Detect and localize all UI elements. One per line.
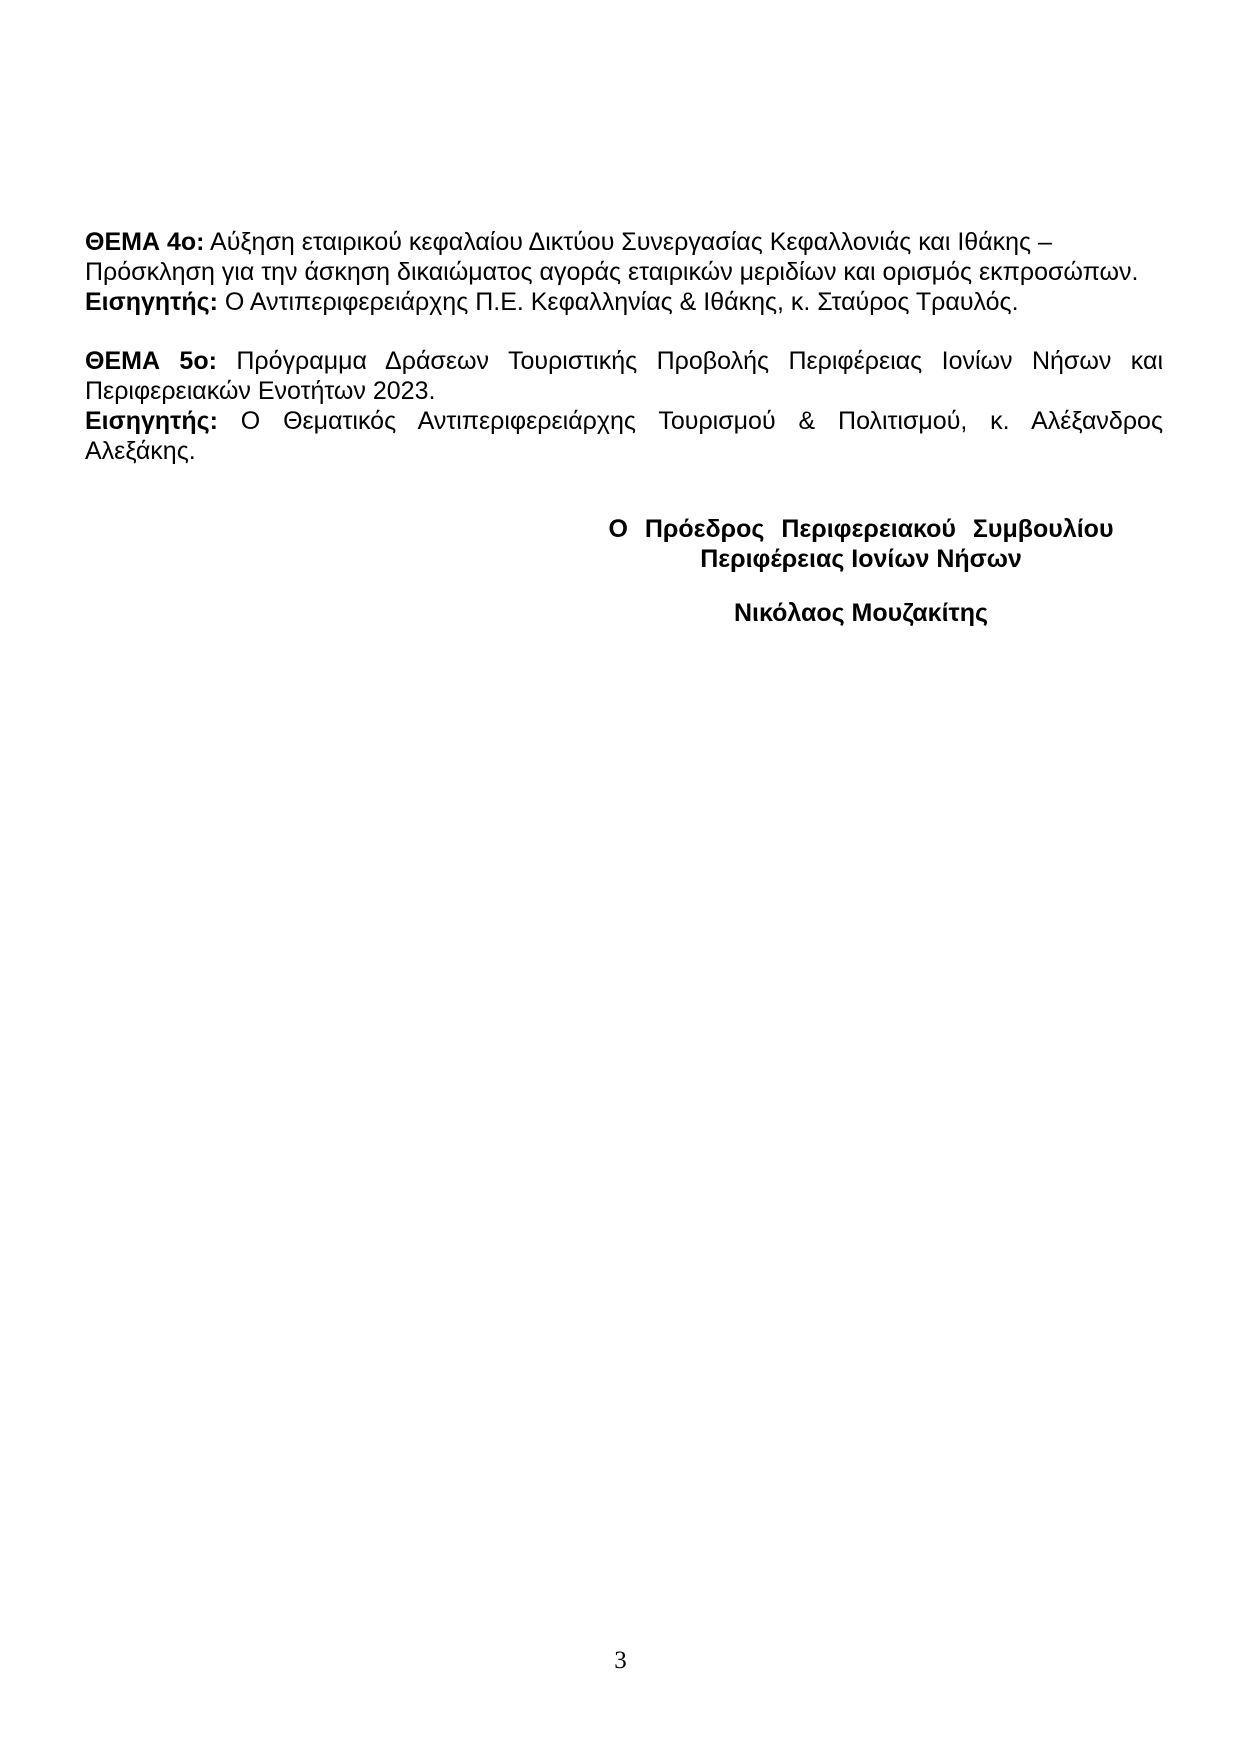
thema-5-rapporteur-text: Ο Θεματικός Αντιπεριφερειάρχης Τουρισμού & Πολιτισμού, κ. Αλέξανδρος: [217, 407, 1163, 435]
thema-5-label: ΘΕΜΑ 5ο:: [85, 347, 217, 375]
thema-5-title-text: Πρόγραμμα Δράσεων Τουριστικής Προβολής Περιφέρειας Ιονίων Νήσων και: [216, 347, 1163, 375]
page-number: 3: [614, 1647, 627, 1674]
thema-4-title-text: Αύξηση εταιρικού κεφαλαίου Δικτύου Συνεργασίας Κεφαλλονιάς και Ιθάκης –: [204, 228, 1052, 256]
thema-5-rapporteur-overflow-line: [85, 436, 1163, 466]
thema-4-label: ΘΕΜΑ 4ο:: [85, 228, 205, 256]
paragraph-thema-5: [85, 346, 1163, 466]
paragraph-thema-4: [85, 227, 1163, 317]
thema-4-rapporteur-line: [85, 287, 1163, 317]
thema-4-title-line: [85, 227, 1163, 257]
thema-5-rapporteur-line: [85, 406, 1163, 436]
thema-5-body-line: [85, 376, 1163, 406]
thema-4-rapporteur-text: Ο Αντιπεριφερειάρχης Π.Ε. Κεφαλληνίας & Ιθάκης, κ. Σταύρος Τραυλός.: [217, 288, 1019, 316]
rapporteur-label: Εισηγητής:: [85, 288, 218, 316]
signature-block: [550, 514, 1172, 628]
signature-title-line-2: Περιφέρειας Ιονίων Νήσων: [700, 545, 1022, 573]
thema-5-body-text: Περιφερειακών Ενοτήτων 2023.: [85, 377, 436, 405]
thema-4-body-line: [85, 257, 1163, 287]
signature-title-line-1: Ο Πρόεδρος Περιφερειακού Συμβουλίου: [608, 515, 1114, 543]
signature-name: Νικόλαος Μουζακίτης: [733, 599, 988, 627]
thema-5-title-line: [85, 346, 1163, 376]
thema-4-body-text: Πρόσκληση για την άσκηση δικαιώματος αγοράς εταιρικών μεριδίων και ορισμός εκπροσώπων.: [85, 258, 1139, 286]
rapporteur-label-2: Εισηγητής:: [85, 407, 218, 435]
thema-5-rapporteur-name-text: Αλεξάκης.: [85, 437, 196, 465]
